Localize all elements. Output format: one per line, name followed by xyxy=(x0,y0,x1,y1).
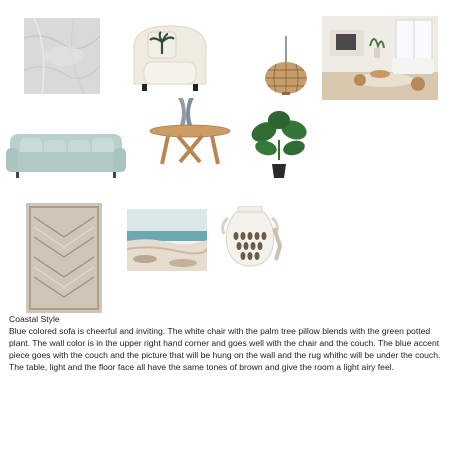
wood-coffee-table-image xyxy=(148,124,232,166)
decorative-vase-image xyxy=(218,206,284,268)
potted-plant-image xyxy=(250,110,308,180)
board-title: Coastal Style xyxy=(9,314,60,324)
marble-swatch-image xyxy=(24,18,100,94)
rattan-pendant-light-image xyxy=(262,36,310,100)
light-blue-sofa-image xyxy=(6,128,126,180)
coastal-living-room-photo xyxy=(322,16,438,100)
board-caption xyxy=(9,313,444,373)
white-armchair-image xyxy=(128,22,212,94)
board-description: Blue colored sofa is cheerful and inviting. The white chair with the palm tree pillow blends with the green potted plant. The wall color is in the upper right hand corner and goes well with the chair and the couch. The blue accent piece goes with the couch and the picture that will be hung on the wall and the rug whithc will be under the couch. The table, light and the floor face all have the same tones of brown and give the room a light airy feel. xyxy=(9,326,441,372)
patterned-rug-image xyxy=(26,203,102,313)
beach-wall-art-image xyxy=(127,209,207,271)
